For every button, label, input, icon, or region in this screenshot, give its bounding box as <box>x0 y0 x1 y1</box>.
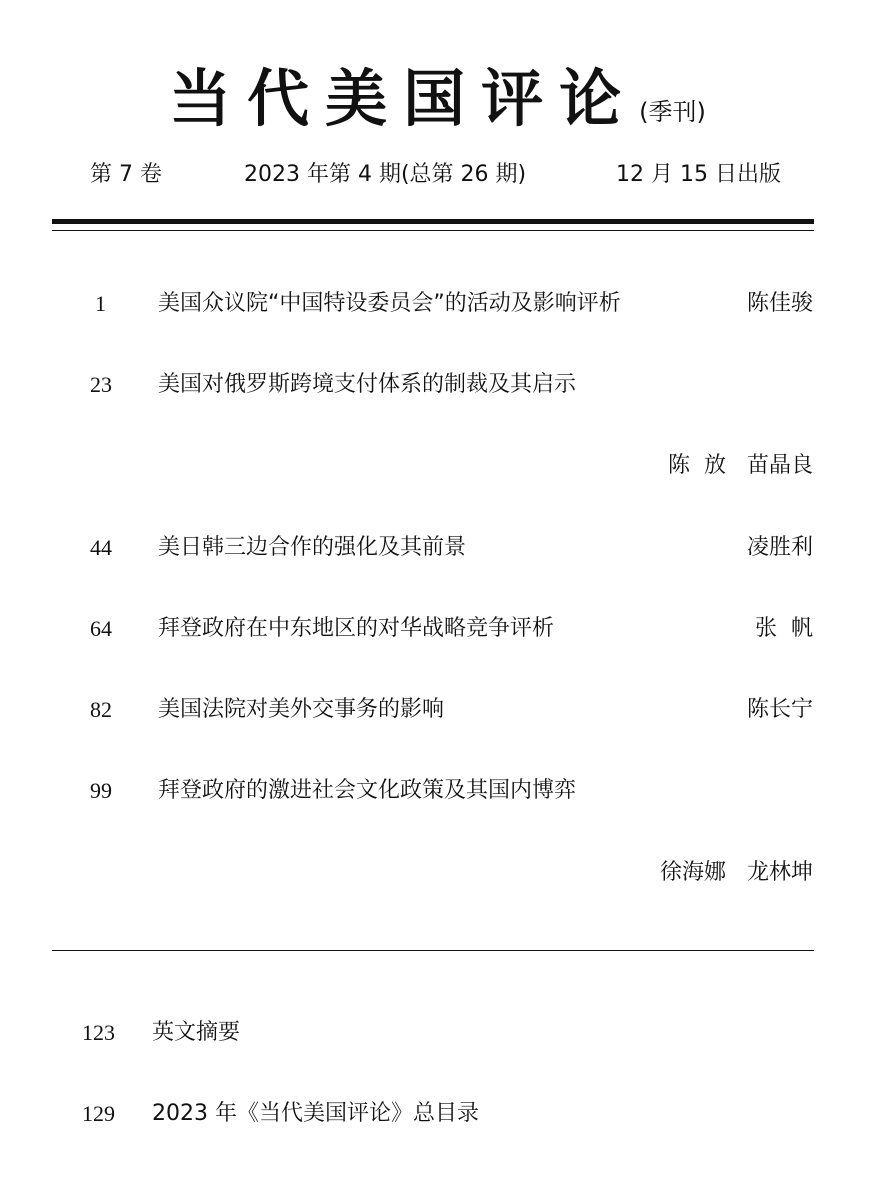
article-1-title[interactable]: 美国众议院“中国特设委员会”的活动及影响评析 <box>158 291 621 316</box>
appendix-1-page: 123 <box>82 1020 115 1045</box>
article-4-authors: 张 帆 <box>755 616 813 641</box>
article-5-authors: 陈长宁 <box>746 697 813 722</box>
article-3-authors: 凌胜利 <box>746 535 813 560</box>
article-3-title[interactable]: 美日韩三边合作的强化及其前景 <box>158 535 467 560</box>
article-6-title[interactable]: 拜登政府的激进社会文化政策及其国内博弈 <box>158 778 577 803</box>
issue-number: 2023 年第 4 期(总第 26 期) <box>244 162 527 187</box>
section-divider <box>52 950 814 951</box>
article-4-title[interactable]: 拜登政府在中东地区的对华战略竞争评析 <box>158 616 555 641</box>
journal-title: 当代美国评论 <box>169 62 638 135</box>
article-3-page: 44 <box>90 535 112 560</box>
appendix-2-page: 129 <box>82 1101 115 1126</box>
article-2-authors: 陈 放 苗晶良 <box>668 453 813 478</box>
article-2-title[interactable]: 美国对俄罗斯跨境支付体系的制裁及其启示 <box>158 372 577 397</box>
issue-volume: 第 7 卷 <box>90 162 162 187</box>
article-4-page: 64 <box>90 616 112 641</box>
article-6-authors: 徐海娜 龙林坤 <box>660 860 813 885</box>
issue-publish-date: 12 月 15 日出版 <box>616 162 781 187</box>
article-6-page: 99 <box>90 778 112 803</box>
article-1-authors: 陈佳骏 <box>746 291 813 316</box>
article-1-page: 1 <box>95 291 106 316</box>
article-5-title[interactable]: 美国法院对美外交事务的影响 <box>158 697 445 722</box>
appendix-2-title[interactable]: 2023 年《当代美国评论》总目录 <box>152 1101 479 1126</box>
header-rule-thick <box>52 219 814 224</box>
appendix-1-title[interactable]: 英文摘要 <box>152 1020 241 1045</box>
article-5-page: 82 <box>90 697 112 722</box>
journal-frequency: (季刊) <box>639 98 706 126</box>
article-2-page: 23 <box>90 372 112 397</box>
header-rule-thin <box>52 230 814 231</box>
masthead <box>0 60 875 138</box>
